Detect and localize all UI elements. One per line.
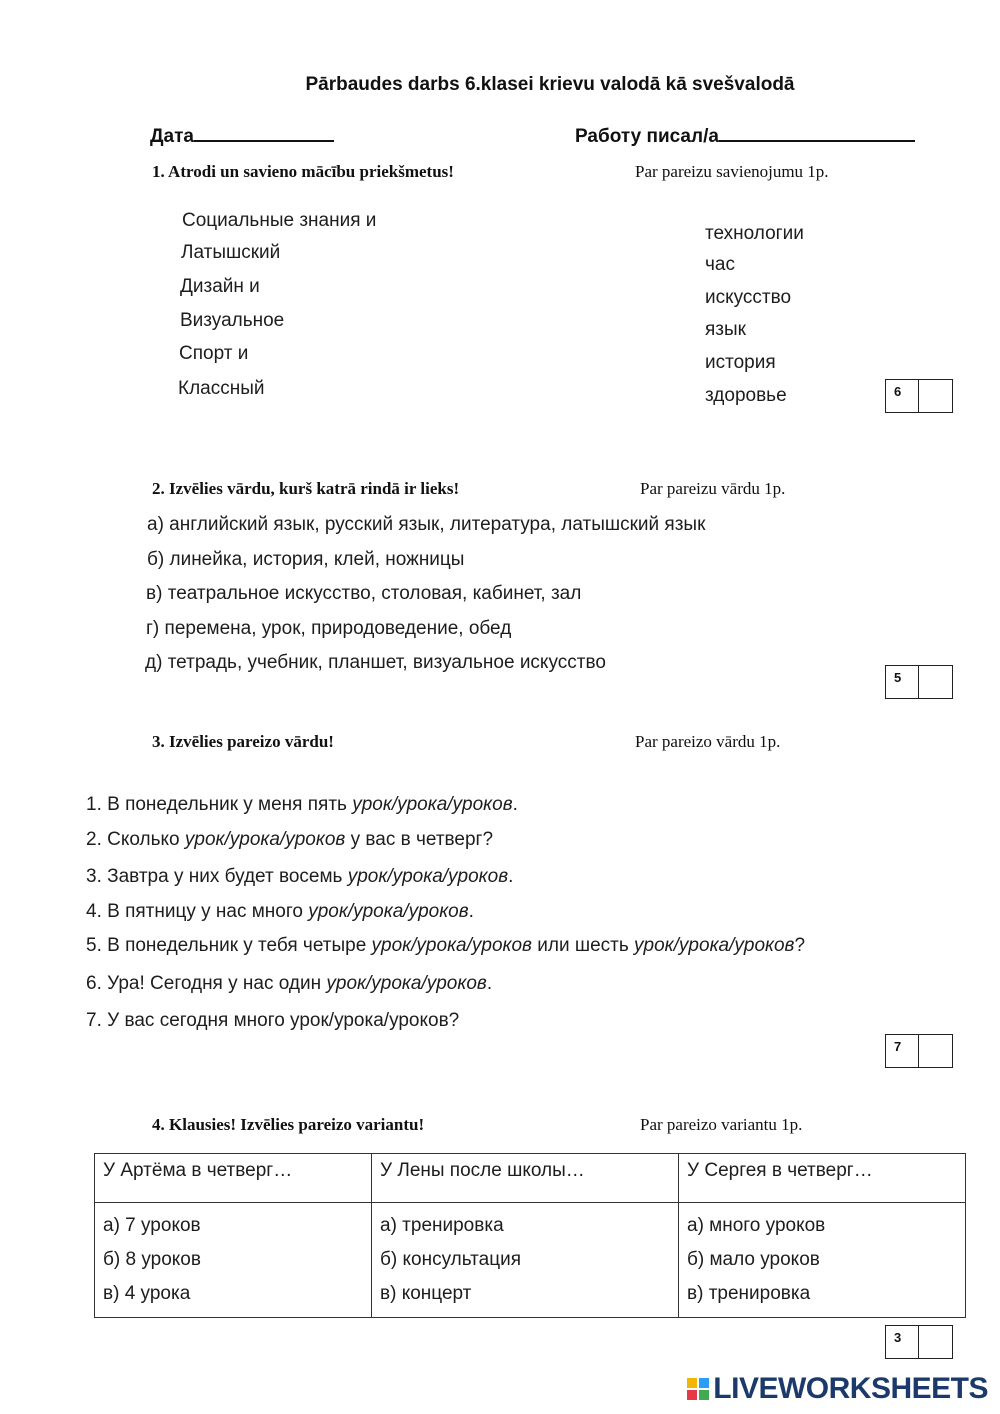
task3-sentence: 4. В пятницу у нас много урок/урока/уроков. — [86, 901, 474, 922]
page-title: Pārbaudes darbs 6.klasei krievu valodā kā svešvalodā — [305, 74, 795, 95]
task3-sentence[interactable]: 7. У вас сегодня много урок/урока/уроков? — [86, 1010, 460, 1031]
task4-max-points: 3 — [886, 1326, 919, 1358]
answer-option[interactable]: б) 8 уроков — [103, 1249, 201, 1270]
task1-right-item[interactable]: здоровье — [705, 385, 787, 406]
listening-table — [94, 1153, 966, 1318]
task4-heading: 4. Klausies! Izvēlies pareizo variantu! — [152, 1115, 425, 1134]
task3-score-input[interactable] — [919, 1035, 952, 1067]
task2-max-points: 5 — [886, 666, 919, 698]
word-choice[interactable]: урок/урока/уроков — [184, 829, 346, 850]
task1-left-item[interactable]: Спорт и — [179, 343, 249, 364]
answer-option[interactable]: а) тренировка — [380, 1215, 504, 1236]
answer-option[interactable]: б) консультация — [380, 1249, 521, 1270]
task1-score-input[interactable] — [919, 380, 952, 412]
task2-score-input[interactable] — [919, 666, 952, 698]
task1-right-item[interactable]: язык — [705, 319, 746, 340]
task1-left-item[interactable]: Классный — [178, 378, 265, 399]
task2-row[interactable]: а) английский язык, русский язык, литература, латышский язык — [147, 514, 706, 535]
task1-max-points: 6 — [886, 380, 919, 412]
table-cell — [679, 1203, 966, 1318]
task3-sentence: 1. В понедельник у меня пять урок/урока/уроков. — [86, 794, 518, 815]
task1-left-item[interactable]: Визуальное — [180, 310, 285, 331]
task1-right-item[interactable]: час — [705, 254, 735, 275]
answer-option[interactable]: в) 4 урока — [103, 1283, 191, 1304]
task3-heading: 3. Izvēlies pareizo vārdu! — [152, 732, 334, 751]
task4-score-input[interactable] — [919, 1326, 952, 1358]
task4-points: Par pareizo variantu 1p. — [640, 1115, 803, 1134]
task3-points: Par pareizo vārdu 1p. — [635, 732, 781, 751]
word-choice[interactable]: урок/урока/уроков — [352, 794, 513, 815]
author-label: Работу писал/а — [575, 126, 719, 147]
table-header: У Сергея в четверг… — [679, 1154, 966, 1203]
table-cell — [372, 1203, 679, 1318]
task1-points: Par pareizu savienojumu 1p. — [635, 162, 829, 181]
task3-score-box — [885, 1034, 953, 1068]
author-input[interactable] — [719, 120, 915, 142]
task1-left-item[interactable]: Социальные знания и — [182, 210, 377, 231]
date-label: Дата — [150, 126, 194, 147]
answer-option[interactable]: а) много уроков — [687, 1215, 826, 1236]
word-choice[interactable]: урок/урока/уроков — [347, 866, 509, 887]
task2-row[interactable]: в) театральное искусство, столовая, кабинет, зал — [146, 583, 582, 604]
date-input[interactable] — [194, 120, 334, 142]
table-cell — [95, 1203, 372, 1318]
task1-right-item[interactable]: искусство — [705, 287, 792, 308]
date-row — [150, 120, 334, 148]
task1-left-item[interactable]: Латышский — [181, 242, 281, 263]
task4-score-box — [885, 1325, 953, 1359]
task1-heading: 1. Atrodi un savieno mācību priekšmetus! — [152, 162, 454, 181]
table-header: У Артёма в четверг… — [95, 1154, 372, 1203]
answer-option[interactable]: б) мало уроков — [687, 1249, 820, 1270]
answer-option[interactable]: а) 7 уроков — [103, 1215, 201, 1236]
author-row — [575, 120, 915, 148]
answer-option[interactable]: в) концерт — [380, 1283, 472, 1304]
task1-right-item[interactable]: история — [705, 352, 776, 373]
answer-option[interactable]: в) тренировка — [687, 1283, 811, 1304]
task2-points: Par pareizu vārdu 1p. — [640, 479, 786, 498]
task2-row[interactable]: д) тетрадь, учебник, планшет, визуальное искусство — [145, 652, 606, 673]
task3-sentence: 6. Ура! Сегодня у нас один урок/урока/уроков. — [86, 973, 493, 994]
task3-max-points: 7 — [886, 1035, 919, 1067]
word-choice[interactable]: урок/урока/уроков — [371, 935, 532, 956]
task2-row[interactable]: б) линейка, история, клей, ножницы — [147, 549, 465, 570]
task3-sentence: 5. В понедельник у тебя четыре урок/урока/уроков или шесть урок/урока/уроков? — [86, 935, 806, 956]
task3-sentence: 3. Завтра у них будет восемь урок/урока/уроков. — [86, 866, 514, 887]
word-choice[interactable]: урок/урока/уроков — [634, 935, 795, 956]
task2-heading: 2. Izvēlies vārdu, kurš katrā rindā ir lieks! — [152, 479, 460, 498]
task1-score-box — [885, 379, 953, 413]
word-choice[interactable]: урок/урока/уроков — [308, 901, 469, 922]
liveworksheets-logo — [687, 1372, 988, 1406]
logo-text: LIVEWORKSHEETS — [713, 1372, 988, 1405]
task1-left-item[interactable]: Дизайн и — [180, 276, 260, 297]
table-header: У Лены после школы… — [372, 1154, 679, 1203]
task1-right-item[interactable]: технологии — [705, 223, 804, 244]
liveworksheets-logo-icon — [687, 1378, 709, 1400]
task2-score-box — [885, 665, 953, 699]
word-choice[interactable]: урок/урока/уроков — [326, 973, 487, 994]
task2-row[interactable]: г) перемена, урок, природоведение, обед — [146, 618, 512, 639]
task3-sentence: 2. Сколько урок/урока/уроков у вас в четверг? — [86, 829, 494, 850]
